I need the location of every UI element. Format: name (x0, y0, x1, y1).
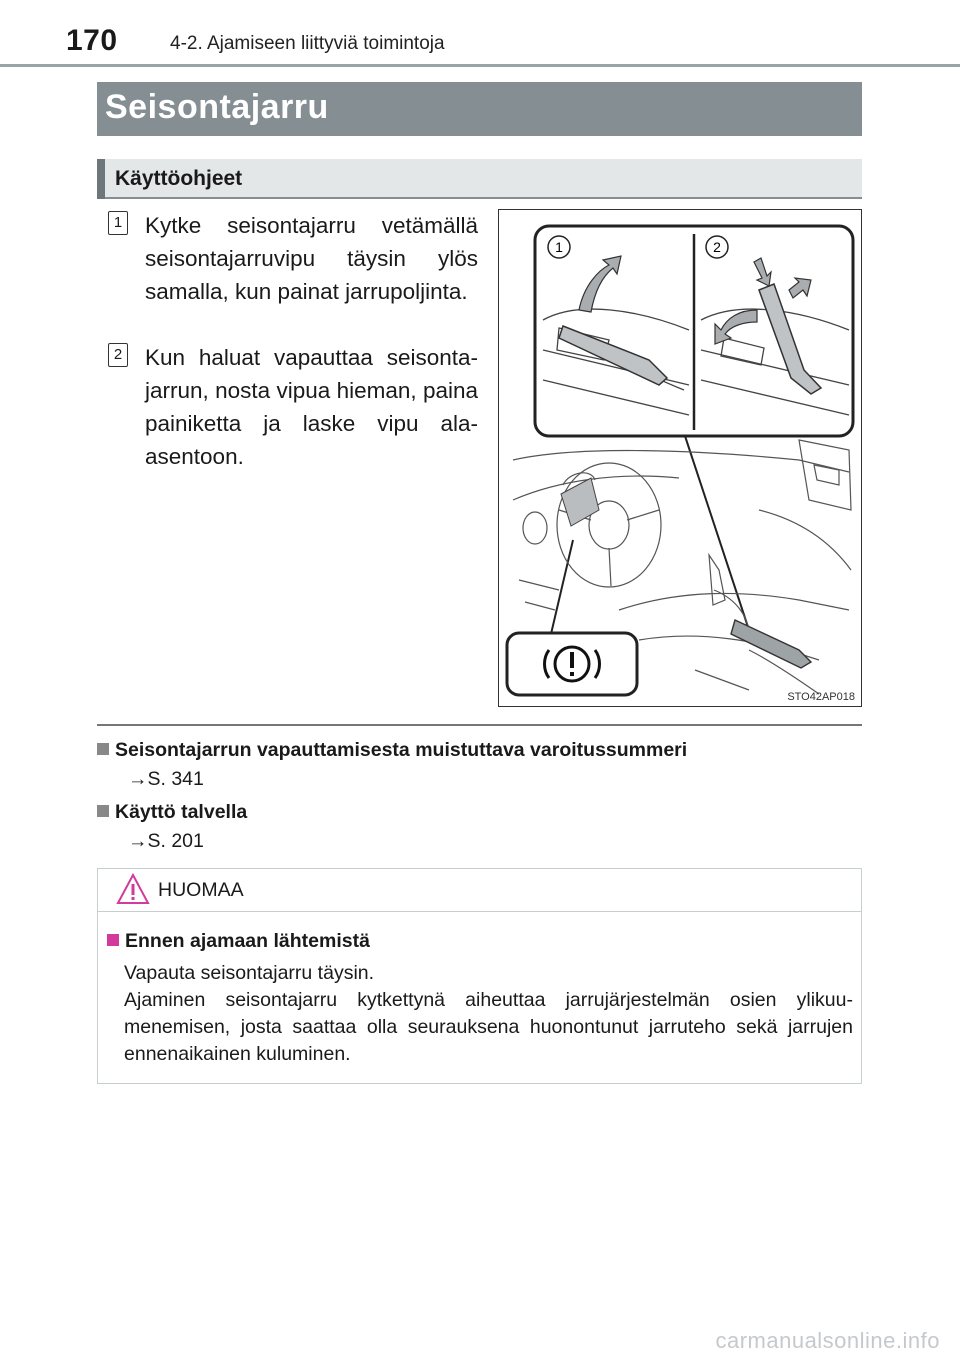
callout-label-1: 1 (555, 239, 563, 255)
caution-line-2: Ajaminen seisontajarru kytkettynä aiheuttaa jarrujärjestelmän osien ylikuumenemisen, josta saattaa olla seurauksena huonontunut jarruteho sekä jarrujen ennenaikainen kuluminen. (124, 989, 853, 1065)
subtitle-bar (97, 159, 862, 199)
figure-code: STO42AP018 (787, 691, 855, 703)
note-square-icon (97, 743, 109, 755)
title-bar (97, 82, 862, 136)
parking-brake-illustration (498, 209, 862, 707)
caution-subheading (107, 930, 370, 953)
note-heading-2 (97, 801, 247, 824)
step-2 (108, 341, 478, 469)
note-heading-1 (97, 739, 687, 762)
caution-box (97, 868, 862, 1084)
caution-body (124, 960, 853, 1068)
note-reference-1: →S. 341 (128, 768, 204, 790)
instrument-cluster (561, 478, 599, 526)
lever-in-car (731, 620, 811, 668)
step-number: 2 (108, 343, 128, 367)
note-heading-text: Seisontajarrun vapauttamisesta muistuttava varoitussummeri (115, 739, 688, 761)
note-reference-2: →S. 201 (128, 830, 204, 852)
leader-line-lever (685, 436, 749, 630)
note-heading-text: Käyttö talvella (115, 801, 248, 823)
step-text: Kytke seisontajarru vetämällä seisontajarruvipu täysin ylös samalla, kun painat jarrupoljinta. (145, 213, 478, 304)
section-label: 4-2. Ajamiseen liittyviä toimintoja (170, 33, 445, 54)
leader-line-warning (551, 540, 573, 634)
note-square-icon (97, 805, 109, 817)
step-1 (108, 209, 478, 334)
warning-exclamation-dot (570, 672, 574, 676)
callout-label-2: 2 (713, 239, 721, 255)
header-rule (0, 64, 960, 67)
warning-exclamation-bar (570, 652, 574, 668)
illustration-svg (499, 210, 861, 706)
page-title: Seisontajarru (105, 88, 329, 126)
caution-title: HUOMAA (158, 879, 244, 901)
page-header (0, 0, 960, 66)
caution-square-icon (107, 934, 119, 946)
step-number: 1 (108, 211, 128, 235)
subtitle-marker (97, 159, 105, 199)
section-divider (97, 724, 862, 726)
step-text: Kun haluat vapauttaa seisontajarrun, nosta vipua hieman, paina painiketta ja laske vipu ala-asentoon. (145, 345, 478, 469)
caution-line-1: Vapauta seisontajarru täysin. (124, 962, 375, 984)
footer-watermark: carmanualsonline.info (715, 1328, 940, 1353)
caution-subheading-text: Ennen ajamaan lähtemistä (125, 930, 370, 952)
caution-header (98, 869, 861, 912)
subtitle: Käyttöohjeet (115, 167, 243, 190)
warning-triangle-icon (116, 873, 150, 905)
page-number: 170 (66, 24, 118, 57)
